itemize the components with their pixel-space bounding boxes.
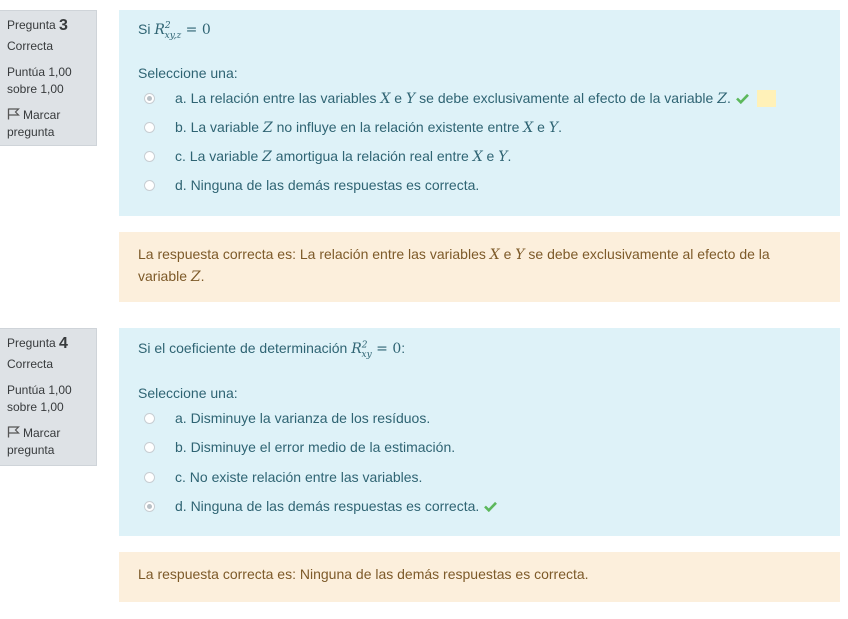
- answer-option-b[interactable]: [138, 117, 562, 137]
- math-expression: $R^2_{xy} = 0$: [351, 340, 402, 360]
- answer-option-c[interactable]: [138, 467, 422, 487]
- answer-radio[interactable]: [144, 472, 155, 483]
- answer-option-d[interactable]: [138, 175, 479, 195]
- correct-check-icon: [484, 501, 497, 512]
- question-state: Correcta: [7, 39, 54, 53]
- select-prompt: Seleccione una:: [138, 385, 238, 401]
- math-expression: $R^2_{xy,z} = 0$: [154, 21, 211, 41]
- flag-question-link[interactable]: Marcar pregunta: [7, 426, 61, 457]
- answer-radio[interactable]: [144, 413, 155, 424]
- question-state: Correcta: [7, 357, 54, 371]
- flag-icon: [7, 426, 20, 438]
- answer-label[interactable]: d. Ninguna de las demás respuestas es correcta.: [175, 177, 480, 193]
- answer-label[interactable]: a. La relación entre las variables X e Y se debe exclusivamente al efecto de la variable Z.: [175, 89, 731, 107]
- flag-question-link[interactable]: Marcar pregunta: [7, 108, 61, 139]
- answer-label[interactable]: a. Disminuye la varianza de los resíduos.: [175, 410, 431, 426]
- question-text: Si el coeficiente de determinación $R^2_{xy} = 0$:: [138, 340, 406, 360]
- answer-radio[interactable]: [144, 442, 155, 453]
- select-prompt: Seleccione una:: [138, 65, 238, 81]
- correct-check-icon: [736, 93, 749, 104]
- right-answer-feedback-3: La respuesta correcta es: La relación entre las variables X e Y se debe exclusivamente al efecto de la variable Z.: [119, 232, 840, 302]
- question-info-4: [0, 328, 97, 466]
- flag-icon: [7, 108, 20, 120]
- answer-radio[interactable]: [144, 180, 155, 191]
- answer-label[interactable]: c. La variable Z amortigua la relación real entre X e Y.: [175, 147, 512, 165]
- right-answer-feedback-4: La respuesta correcta es: Ninguna de las demás respuestas es correcta.: [119, 552, 840, 602]
- answer-radio[interactable]: [144, 93, 155, 104]
- answer-option-a[interactable]: [138, 408, 430, 428]
- answer-radio[interactable]: [144, 122, 155, 133]
- answer-radio[interactable]: [144, 151, 155, 162]
- answer-option-d[interactable]: [138, 496, 497, 516]
- answer-label[interactable]: d. Ninguna de las demás respuestas es correcta.: [175, 498, 480, 514]
- answer-radio[interactable]: [144, 501, 155, 512]
- question-grade: Puntúa 1,00 sobre 1,00: [7, 383, 72, 414]
- sticky-note-icon: [757, 90, 776, 107]
- answer-label[interactable]: b. Disminuye el error medio de la estimación.: [175, 439, 456, 455]
- question-grade: Puntúa 1,00 sobre 1,00: [7, 65, 72, 96]
- question-formulation-4: [119, 328, 840, 536]
- answer-label[interactable]: b. La variable Z no influye en la relación existente entre X e Y.: [175, 118, 562, 136]
- answer-option-b[interactable]: [138, 437, 455, 457]
- question-formulation-3: [119, 10, 840, 216]
- question-info-3: [0, 10, 97, 146]
- answer-option-c[interactable]: [138, 146, 511, 166]
- question-number: Pregunta 3: [7, 17, 68, 34]
- answer-label[interactable]: c. No existe relación entre las variables.: [175, 469, 423, 485]
- answer-option-a[interactable]: [138, 88, 776, 108]
- question-text: Si $R^2_{xy,z} = 0$: [138, 21, 211, 41]
- question-number: Pregunta 4: [7, 335, 68, 352]
